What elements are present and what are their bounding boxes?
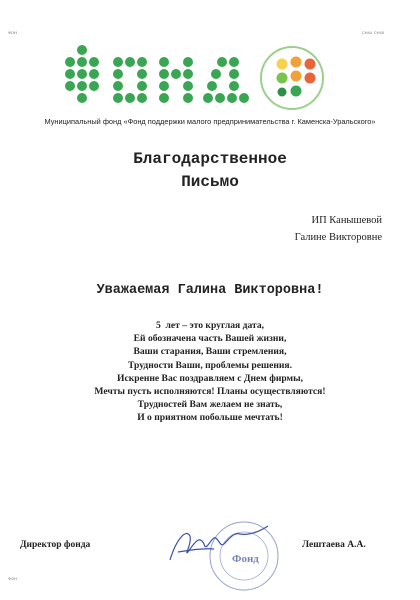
scan-mark-top-right-2: СН45 [373, 30, 384, 35]
signatory-position: Директор фонда [20, 540, 91, 550]
scan-mark-bottom-left: ФОН [8, 576, 18, 581]
poem-line: Мечты пусть исполняются! Планы осуществляются! [94, 386, 326, 398]
scan-mark-top-right-1: СН44 [361, 30, 372, 35]
recipient-line2: Галине Викторовне [294, 232, 382, 243]
recipient-line1: ИП Канышевой [311, 215, 382, 226]
greeting: Уважаемая Галина Викторовна! [96, 283, 324, 298]
stamp-text: Фонд [232, 553, 259, 565]
poem-line: Трудности Ваши, проблемы решения. [127, 359, 292, 371]
poem-line: 5 лет – это круглая дата, [155, 320, 265, 331]
letter-title-line1: Благодарственное [133, 150, 287, 168]
poem-line: Ей обозначена часть Вашей жизни, [133, 333, 287, 345]
poem-line: Трудностей Вам желаем не знать, [137, 399, 283, 411]
round-stamp [210, 522, 278, 590]
scan-mark-top-left: ФОН [8, 30, 18, 35]
letter-title-line2: Письмо [181, 173, 239, 191]
poem-line: Искренне Вас поздравляем с Днем фирмы, [117, 372, 303, 384]
poem-line: Ваши старания, Ваши стремления, [133, 346, 287, 358]
organization-name: Муниципальный фонд «Фонд поддержки малого предпринимательства г. Каменска-Уральского» [44, 117, 376, 126]
poem-line: И о приятном побольше мечтать! [137, 412, 283, 424]
signatory-name: Лештаева А.А. [302, 540, 366, 550]
